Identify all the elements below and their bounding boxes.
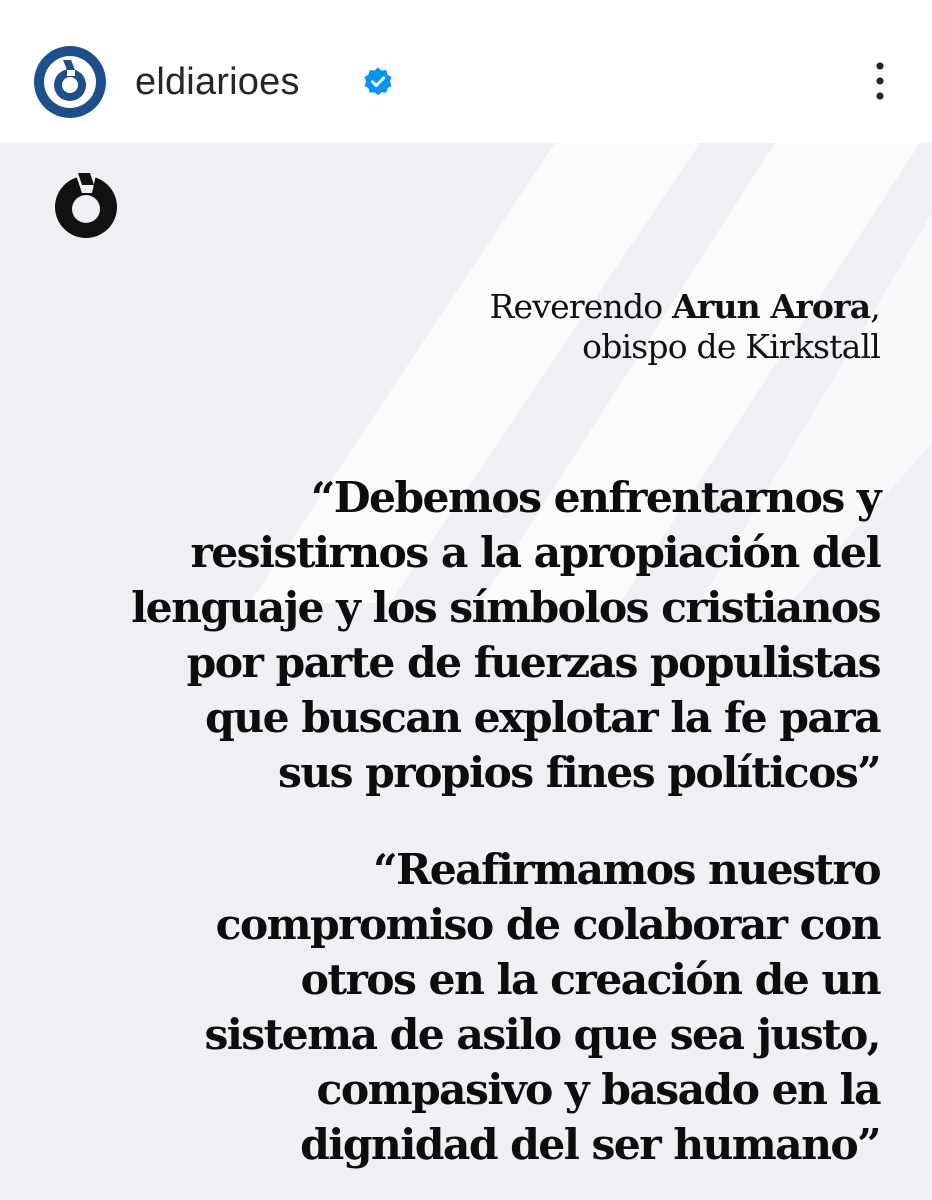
quote-line: que buscan explotar la fe para bbox=[205, 693, 880, 743]
eldiario-logo-icon bbox=[52, 173, 122, 239]
speaker-name-suffix: , bbox=[870, 287, 880, 326]
profile-avatar[interactable] bbox=[34, 46, 106, 118]
post-image[interactable] bbox=[0, 143, 932, 1200]
username-link[interactable]: eldiarioes bbox=[135, 61, 300, 103]
quote-line: sus propios fines políticos” bbox=[278, 748, 880, 798]
quote-line: “Reafirmamos nuestro bbox=[373, 845, 880, 895]
speaker-byline bbox=[180, 287, 880, 367]
more-options-button[interactable] bbox=[860, 60, 900, 104]
speaker-name: Arun Arora bbox=[672, 287, 871, 326]
speaker-role: obispo de Kirkstall bbox=[582, 327, 880, 366]
quote-line: dignidad del ser humano” bbox=[300, 1120, 880, 1170]
quote-line: sistema de asilo que sea justo, bbox=[204, 1010, 880, 1060]
speaker-title: Reverendo bbox=[489, 287, 673, 326]
speaker-name-line bbox=[180, 287, 880, 327]
more-options-icon bbox=[860, 60, 900, 104]
quote-line: lenguaje y los símbolos cristianos bbox=[131, 583, 880, 633]
quote-line: por parte de fuerzas populistas bbox=[186, 638, 880, 688]
quote-line: compasivo y basado en la bbox=[316, 1065, 880, 1115]
quote-block bbox=[60, 843, 880, 1173]
quote-line: otros en la creación de un bbox=[300, 955, 880, 1005]
verified-badge-icon bbox=[362, 66, 394, 98]
quote-line: resistirnos a la apropiación del bbox=[190, 528, 880, 578]
quote-line: compromiso de colaborar con bbox=[215, 900, 880, 950]
post-header bbox=[0, 0, 932, 143]
quote-block bbox=[60, 471, 880, 801]
quote-line: “Debemos enfrentarnos y bbox=[310, 473, 880, 523]
eldiario-logo-icon bbox=[34, 46, 106, 118]
